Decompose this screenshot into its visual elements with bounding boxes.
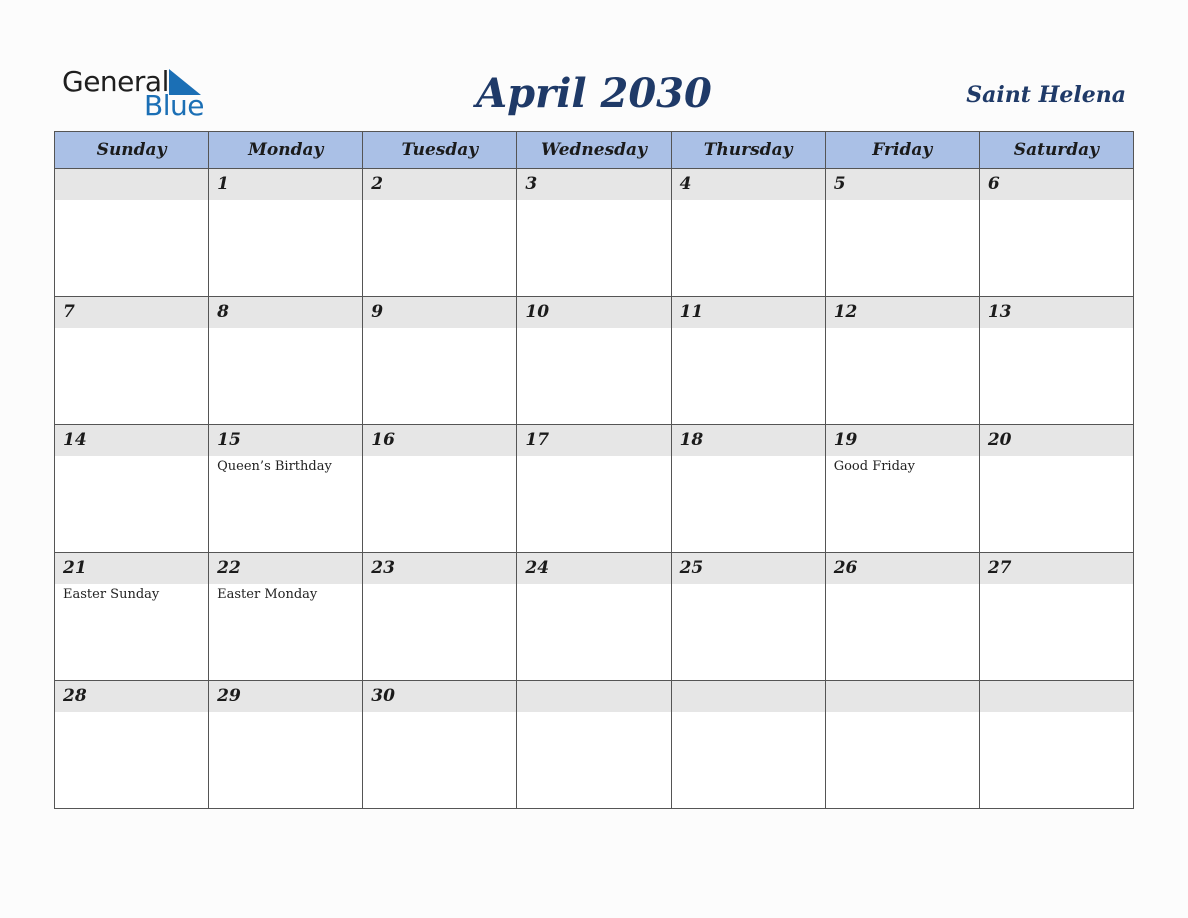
day-number-band [363, 297, 516, 328]
day-cell [55, 681, 209, 809]
day-cell [517, 169, 671, 297]
weekday-header: Monday [209, 132, 363, 169]
day-cell [363, 297, 517, 425]
day-number: 6 [987, 174, 1000, 194]
day-number-band [672, 681, 825, 712]
day-number-band [672, 297, 825, 328]
day-number-band [517, 297, 670, 328]
day-cell [517, 553, 671, 681]
day-number: 18 [679, 430, 704, 450]
day-number-band [363, 681, 516, 712]
day-number-band [672, 169, 825, 200]
day-cell [209, 425, 363, 553]
day-number-band [209, 169, 362, 200]
day-cell [979, 553, 1133, 681]
day-number-band [980, 425, 1133, 456]
weekday-header: Friday [825, 132, 979, 169]
day-number-band [209, 425, 362, 456]
weekday-header-row [55, 132, 1134, 169]
day-number-band [517, 553, 670, 584]
day-number: 29 [217, 686, 241, 706]
day-number: 23 [371, 558, 395, 578]
day-cell [825, 425, 979, 553]
day-cell [825, 553, 979, 681]
day-number: 25 [679, 558, 704, 578]
day-cell [979, 169, 1133, 297]
day-cell [209, 169, 363, 297]
day-number: 20 [987, 430, 1012, 450]
day-number: 9 [371, 302, 384, 322]
holiday-label: Queen’s Birthday [217, 459, 332, 474]
day-number: 27 [987, 558, 1012, 578]
day-cell [671, 553, 825, 681]
day-number: 19 [833, 430, 858, 450]
day-cell [979, 297, 1133, 425]
day-number: 28 [63, 686, 87, 706]
week-row [55, 681, 1134, 809]
day-cell [825, 681, 979, 809]
day-cell [671, 169, 825, 297]
day-number: 11 [679, 302, 704, 322]
week-row [55, 297, 1134, 425]
day-number-band [517, 425, 670, 456]
day-number-band [826, 297, 979, 328]
week-row [55, 169, 1134, 297]
day-number-band [826, 425, 979, 456]
day-number: 24 [525, 558, 550, 578]
day-number-band [363, 169, 516, 200]
day-number-band [517, 169, 670, 200]
region-name: Saint Helena [966, 82, 1126, 108]
day-number-band [209, 297, 362, 328]
day-number-band [55, 425, 208, 456]
weekday-header: Saturday [979, 132, 1133, 169]
day-number-band [55, 553, 208, 584]
day-number-band [209, 553, 362, 584]
day-number: 12 [833, 302, 858, 322]
holiday-label: Good Friday [833, 459, 916, 474]
day-cell [363, 681, 517, 809]
day-cell [55, 425, 209, 553]
day-number: 26 [833, 558, 858, 578]
day-number-band [826, 553, 979, 584]
day-cell [671, 681, 825, 809]
day-number: 5 [833, 174, 846, 194]
day-cell [671, 297, 825, 425]
day-number-band [826, 681, 979, 712]
calendar-grid [54, 131, 1134, 809]
day-cell [517, 297, 671, 425]
day-number: 10 [525, 302, 550, 322]
day-cell [517, 425, 671, 553]
day-number-band [517, 681, 670, 712]
day-number-band [672, 553, 825, 584]
day-cell [671, 425, 825, 553]
day-number: 7 [63, 302, 75, 322]
day-number: 2 [371, 174, 384, 194]
day-number-band [55, 169, 208, 200]
day-number: 21 [63, 558, 87, 578]
day-cell [363, 425, 517, 553]
weekday-header: Tuesday [363, 132, 517, 169]
holiday-label: Easter Sunday [63, 587, 160, 602]
day-cell [979, 681, 1133, 809]
day-number-band [55, 681, 208, 712]
day-cell [363, 553, 517, 681]
day-number: 22 [217, 558, 241, 578]
day-cell [209, 553, 363, 681]
day-number-band [55, 297, 208, 328]
weekday-header: Thursday [671, 132, 825, 169]
calendar-title: April 2030 [476, 70, 712, 117]
day-cell [363, 169, 517, 297]
week-row [55, 553, 1134, 681]
day-number: 13 [987, 302, 1012, 322]
day-cell [55, 297, 209, 425]
day-number-band [826, 169, 979, 200]
day-number-band [363, 553, 516, 584]
day-number: 16 [371, 430, 395, 450]
day-number-band [363, 425, 516, 456]
day-number-band [980, 681, 1133, 712]
day-number-band [980, 553, 1133, 584]
logo-text-blue: Blue [144, 89, 204, 122]
day-cell [825, 297, 979, 425]
weekday-header: Wednesday [517, 132, 671, 169]
day-number: 3 [525, 174, 538, 194]
day-number-band [980, 169, 1133, 200]
day-cell [517, 681, 671, 809]
day-cell [55, 169, 209, 297]
day-number: 8 [217, 302, 229, 322]
day-cell [55, 553, 209, 681]
day-number: 1 [217, 174, 229, 194]
day-number: 30 [371, 686, 395, 706]
logo-text-general: General [62, 65, 169, 98]
week-row [55, 425, 1134, 553]
day-number-band [980, 297, 1133, 328]
holiday-label: Easter Monday [217, 587, 318, 602]
day-number: 15 [217, 430, 241, 450]
day-cell [209, 681, 363, 809]
day-number: 17 [525, 430, 550, 450]
day-number: 14 [63, 430, 87, 450]
day-number-band [672, 425, 825, 456]
day-number: 4 [679, 174, 692, 194]
day-number-band [209, 681, 362, 712]
weekday-header: Sunday [55, 132, 209, 169]
day-cell [209, 297, 363, 425]
day-cell [825, 169, 979, 297]
day-cell [979, 425, 1133, 553]
